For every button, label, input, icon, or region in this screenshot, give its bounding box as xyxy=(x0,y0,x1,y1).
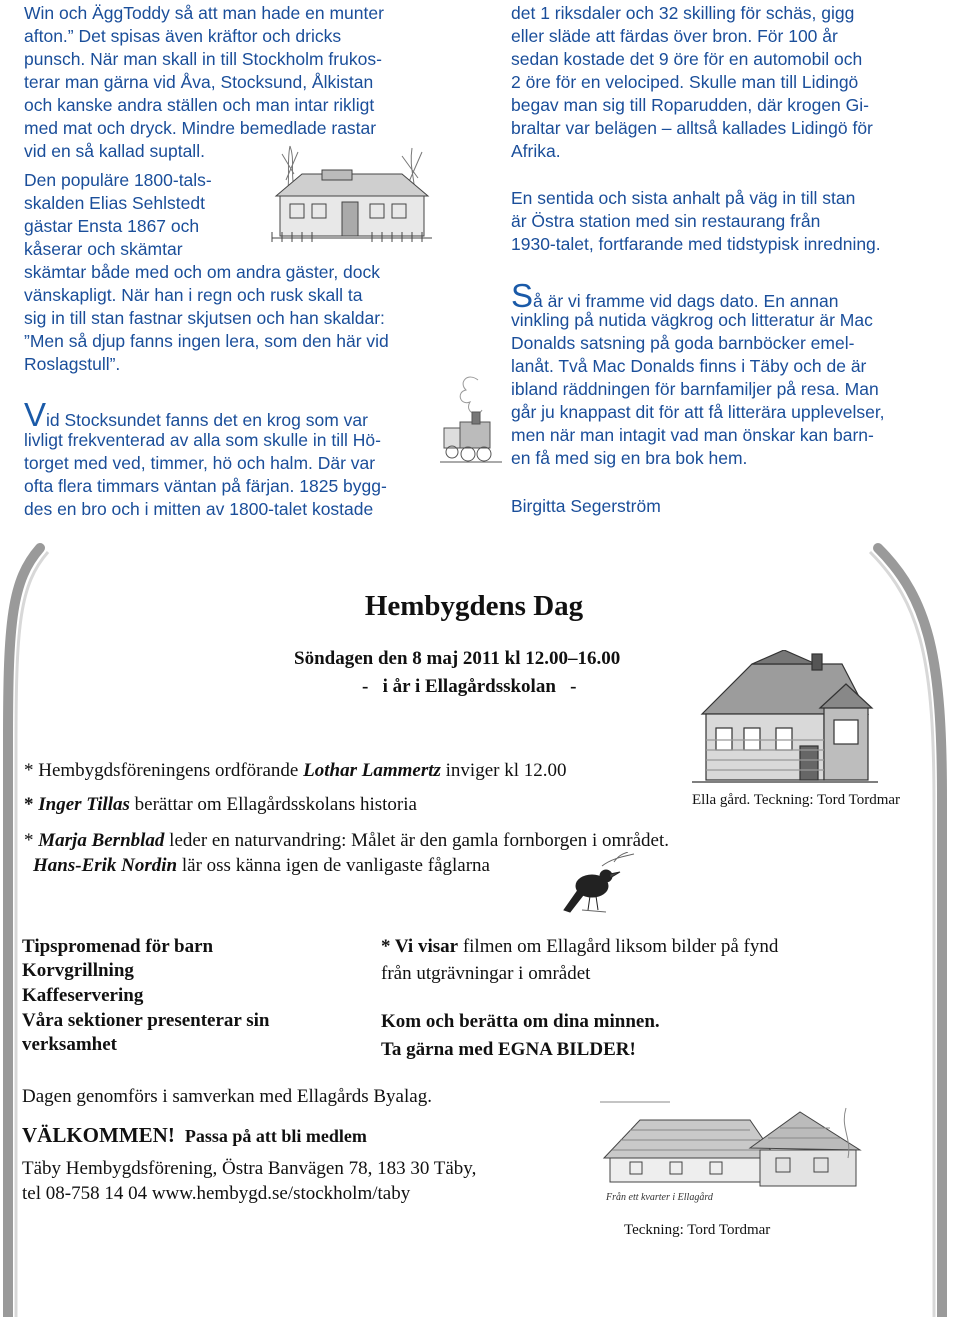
text-line: kåserar och skämtar xyxy=(24,239,183,259)
text-line: ofta flera timmars väntan på färjan. 1825 bygg- xyxy=(24,476,387,496)
drop-cap: V xyxy=(24,396,47,433)
item-text: * xyxy=(24,830,39,851)
address-line: Täby Hembygdsförening, Östra Banvägen 78, 183 30 Täby, xyxy=(22,1158,477,1179)
text-line: skalden Elias Sehlstedt xyxy=(24,193,205,213)
text-line: punsch. När man skall in till Stockholm frukos- xyxy=(24,49,382,69)
program-item-inauguration xyxy=(24,760,567,782)
text-line: gästar Ensta 1867 och xyxy=(24,216,200,236)
text-line: vid en så kallad suptall. xyxy=(24,141,205,161)
text-line: sedan kostade det 9 öre för en automobil och xyxy=(511,49,863,69)
text-line: är Östra station med sin restaurang från xyxy=(511,211,821,231)
steam-train-sketch-icon xyxy=(438,372,504,474)
bring-pictures: Ta gärna med EGNA BILDER! xyxy=(381,1039,636,1060)
text-line: braltar var belägen – alltså kallades Lidingö för xyxy=(511,118,873,138)
event-date: Söndagen den 8 maj 2011 kl 12.00–16.00 xyxy=(294,648,621,669)
item-text: leder en naturvandring: Målet är den gamla fornborgen i området. xyxy=(164,830,669,851)
item-text: inviger kl 12.00 xyxy=(440,760,567,781)
text-line: vinkling på nutida vägkrog och litteratur är Mac xyxy=(511,310,873,330)
text-line: å är vi framme vid dags dato. En annan xyxy=(533,291,839,311)
sketch-caption: Teckning: Tord Tordmar xyxy=(624,1222,771,1238)
film-info-line2: från utgrävningar i området xyxy=(381,963,591,984)
welcome-text: VÄLKOMMEN! xyxy=(22,1123,175,1147)
bird-sketch-icon xyxy=(562,852,638,922)
author-signature: Birgitta Segerström xyxy=(511,496,661,516)
text-line: 2 öre för en velociped. Skulle man till Lidingö xyxy=(511,72,859,92)
text-line: går ju knappast dit för att få litterära upplevelser, xyxy=(511,402,885,422)
text-line: med mat och dryck. Mindre bemedlade rastar xyxy=(24,118,377,138)
cooperation-note: Dagen genomförs i samverkan med Ellagårds Byalag. xyxy=(22,1086,432,1107)
text-line: begav man sig till Roparudden, där krogen Gi- xyxy=(511,95,869,115)
text-line: sig in till stan fastnar skjutsen och han skaldar: xyxy=(24,308,385,328)
memories-call: Kom och berätta om dina minnen. xyxy=(381,1011,660,1032)
drop-cap: S xyxy=(511,277,534,314)
text-line: lanåt. Två Mac Donalds finns i Täby och de är xyxy=(511,356,867,376)
houses-block-sketch-icon xyxy=(600,1098,866,1210)
activity-item: Kaffeservering xyxy=(22,985,144,1006)
text-line: det 1 riksdaler och 32 skilling för schäs, gigg xyxy=(511,3,855,23)
text-line: ibland räddningen för barnfamiljer på resa. Man xyxy=(511,379,879,399)
activity-item: Våra sektioner presenterar sin xyxy=(22,1010,270,1031)
item-text: filmen om Ellagård liksom bilder på fynd xyxy=(458,936,779,957)
text-line: vänskapligt. När han i regn och rusk skall ta xyxy=(24,285,363,305)
text-line: men när man intagit vad man önskar kan barn- xyxy=(511,425,874,445)
item-text: berättar om Ellagårdsskolans historia xyxy=(129,794,417,815)
membership-text: Passa på att bli medlem xyxy=(184,1126,367,1146)
text-line: Win och ÄggToddy så att man hade en munter xyxy=(24,3,384,23)
item-text: lär oss känna igen de vanligaste fåglarna xyxy=(177,855,490,876)
text-line: Donalds satsning på goda barnböcker emel- xyxy=(511,333,855,353)
person-name: Hans-Erik Nordin xyxy=(33,855,178,876)
text-line: Den populäre 1800-tals- xyxy=(24,170,212,190)
event-location: - i år i Ellagårdsskolan - xyxy=(362,676,577,697)
welcome-line xyxy=(22,1123,367,1148)
text-line: 1930-talet, fortfarande med tidstypisk inredning. xyxy=(511,234,881,254)
activity-item: verksamhet xyxy=(22,1034,117,1055)
text-line: afton.” Det spisas även kräftor och dricks xyxy=(24,26,342,46)
text-line: eller släde att färdas över bron. För 100 år xyxy=(511,26,838,46)
activity-item: Tipspromenad för barn xyxy=(22,936,214,957)
contact-line: tel 08-758 14 04 www.hembygd.se/stockholm/taby xyxy=(22,1183,411,1204)
ella-gard-house-sketch-icon xyxy=(692,650,878,790)
item-text: * xyxy=(24,794,39,815)
text-line: des en bro och i mitten av 1800-talet kostade xyxy=(24,499,374,519)
event-title: Hembygdens Dag xyxy=(364,590,584,622)
activity-item: Korvgrillning xyxy=(22,960,134,981)
text-line: En sentida och sista anhalt på väg in till stan xyxy=(511,188,856,208)
program-item-birds xyxy=(33,855,490,877)
text-line: en få med sig en bra bok hem. xyxy=(511,448,748,468)
text-line: terar man gärna vid Åva, Stocksund, Ålkistan xyxy=(24,72,374,92)
item-text: * Hembygdsföreningens ordförande xyxy=(24,760,304,781)
program-item-nature-walk xyxy=(24,830,669,852)
sketch-label: Från ett kvarter i Ellagård xyxy=(606,1192,713,1203)
person-name: Inger Tillas xyxy=(38,794,130,815)
film-info xyxy=(381,936,778,958)
text-line: livligt frekventerad av alla som skulle in till Hö- xyxy=(24,430,381,450)
text-line: skämtar både med och om andra gäster, dock xyxy=(24,262,381,282)
item-text: * Vi visar xyxy=(381,936,459,957)
text-line: ”Men så djup fanns ingen lera, som den här vid xyxy=(24,331,389,351)
text-line: Roslagstull”. xyxy=(24,354,121,374)
person-name: Lothar Lammertz xyxy=(303,760,441,781)
program-item-history-talk xyxy=(24,794,417,816)
text-line: id Stocksundet fanns det en krog som var xyxy=(46,410,368,430)
text-line: Afrika. xyxy=(511,141,561,161)
cottage-sketch-icon xyxy=(262,144,440,248)
person-name: Marja Bernblad xyxy=(38,830,165,851)
house-caption: Ella gård. Teckning: Tord Tordmar xyxy=(692,792,901,808)
text-line: torget med ved, timmer, hö och halm. Där var xyxy=(24,453,376,473)
text-line: och kanske andra ställen och man intar rikligt xyxy=(24,95,375,115)
